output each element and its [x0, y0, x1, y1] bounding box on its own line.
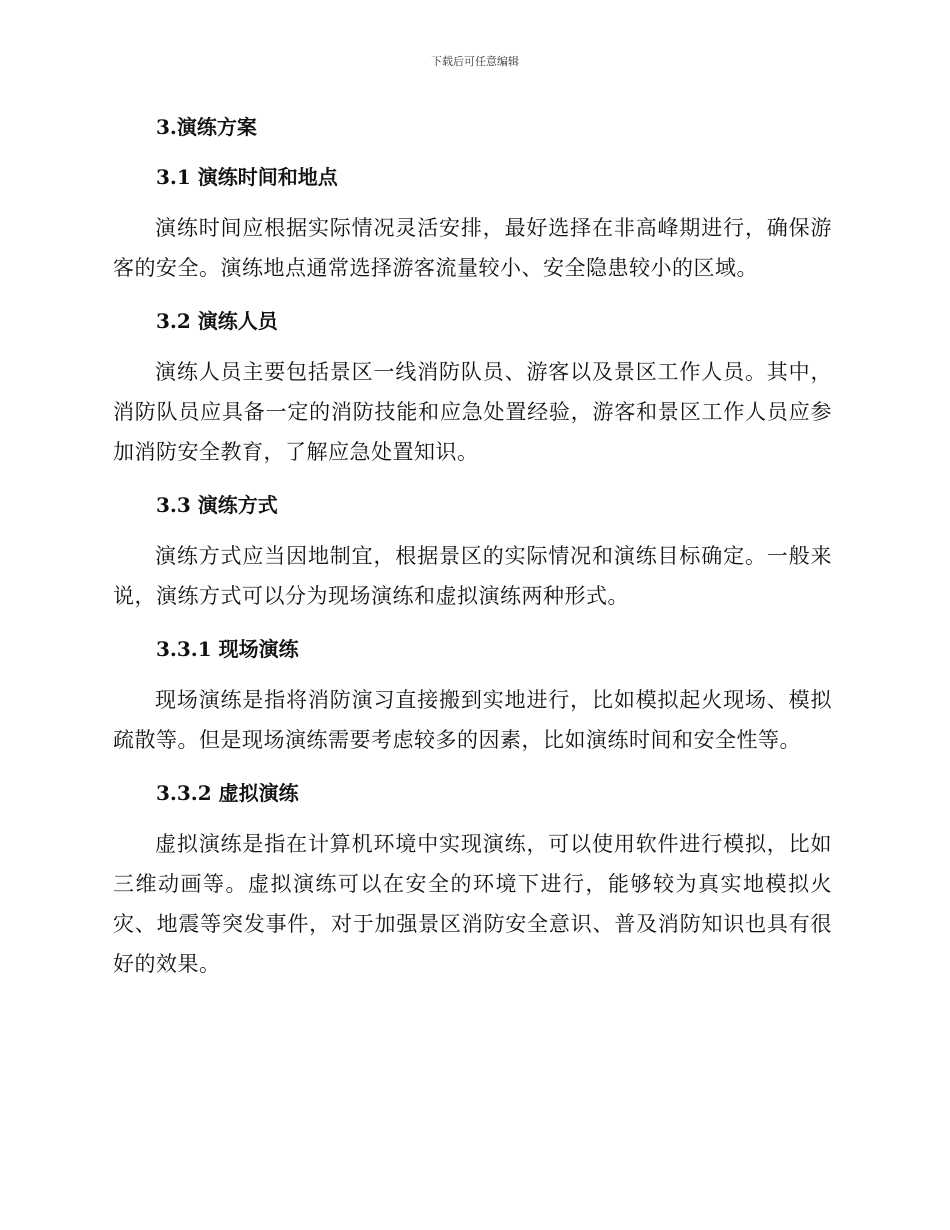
section-heading-3-3-2: 3.3.2 虚拟演练	[156, 781, 299, 805]
section-body-3-2: 演练人员主要包括景区一线消防队员、游客以及景区工作人员。其中，消防队员应具备一定的消防技能和应急处置经验，游客和景区工作人员应参加消防安全教育，了解应急处置知识。	[113, 360, 832, 464]
section-heading-3-2: 3.2 演练人员	[156, 309, 278, 333]
section-body-3-3-2: 虚拟演练是指在计算机环境中实现演练，可以使用软件进行模拟，比如三维动画等。虚拟演练可以在安全的环境下进行，能够较为真实地模拟火灾、地震等突发事件，对于加强景区消防安全意识、普及消防知识也具有很好的效果。	[113, 832, 832, 976]
section-body-3-1: 演练时间应根据实际情况灵活安排，最好选择在非高峰期进行，确保游客的安全。演练地点通常选择游客流量较小、安全隐患较小的区域。	[113, 216, 832, 280]
section-heading-3-3: 3.3 演练方式	[156, 493, 278, 517]
section-body-3-3-1: 现场演练是指将消防演习直接搬到实地进行，比如模拟起火现场、模拟疏散等。但是现场演练需要考虑较多的因素，比如演练时间和安全性等。	[113, 688, 832, 752]
document-body	[113, 108, 832, 984]
page-header-note: 下载后可任意编辑	[431, 55, 519, 68]
section-heading-3: 3.演练方案	[156, 115, 257, 139]
section-heading-3-3-1: 3.3.1 现场演练	[156, 637, 299, 661]
section-heading-3-1: 3.1 演练时间和地点	[156, 165, 338, 189]
section-body-3-3: 演练方式应当因地制宜，根据景区的实际情况和演练目标确定。一般来说，演练方式可以分为现场演练和虚拟演练两种形式。	[113, 544, 832, 608]
